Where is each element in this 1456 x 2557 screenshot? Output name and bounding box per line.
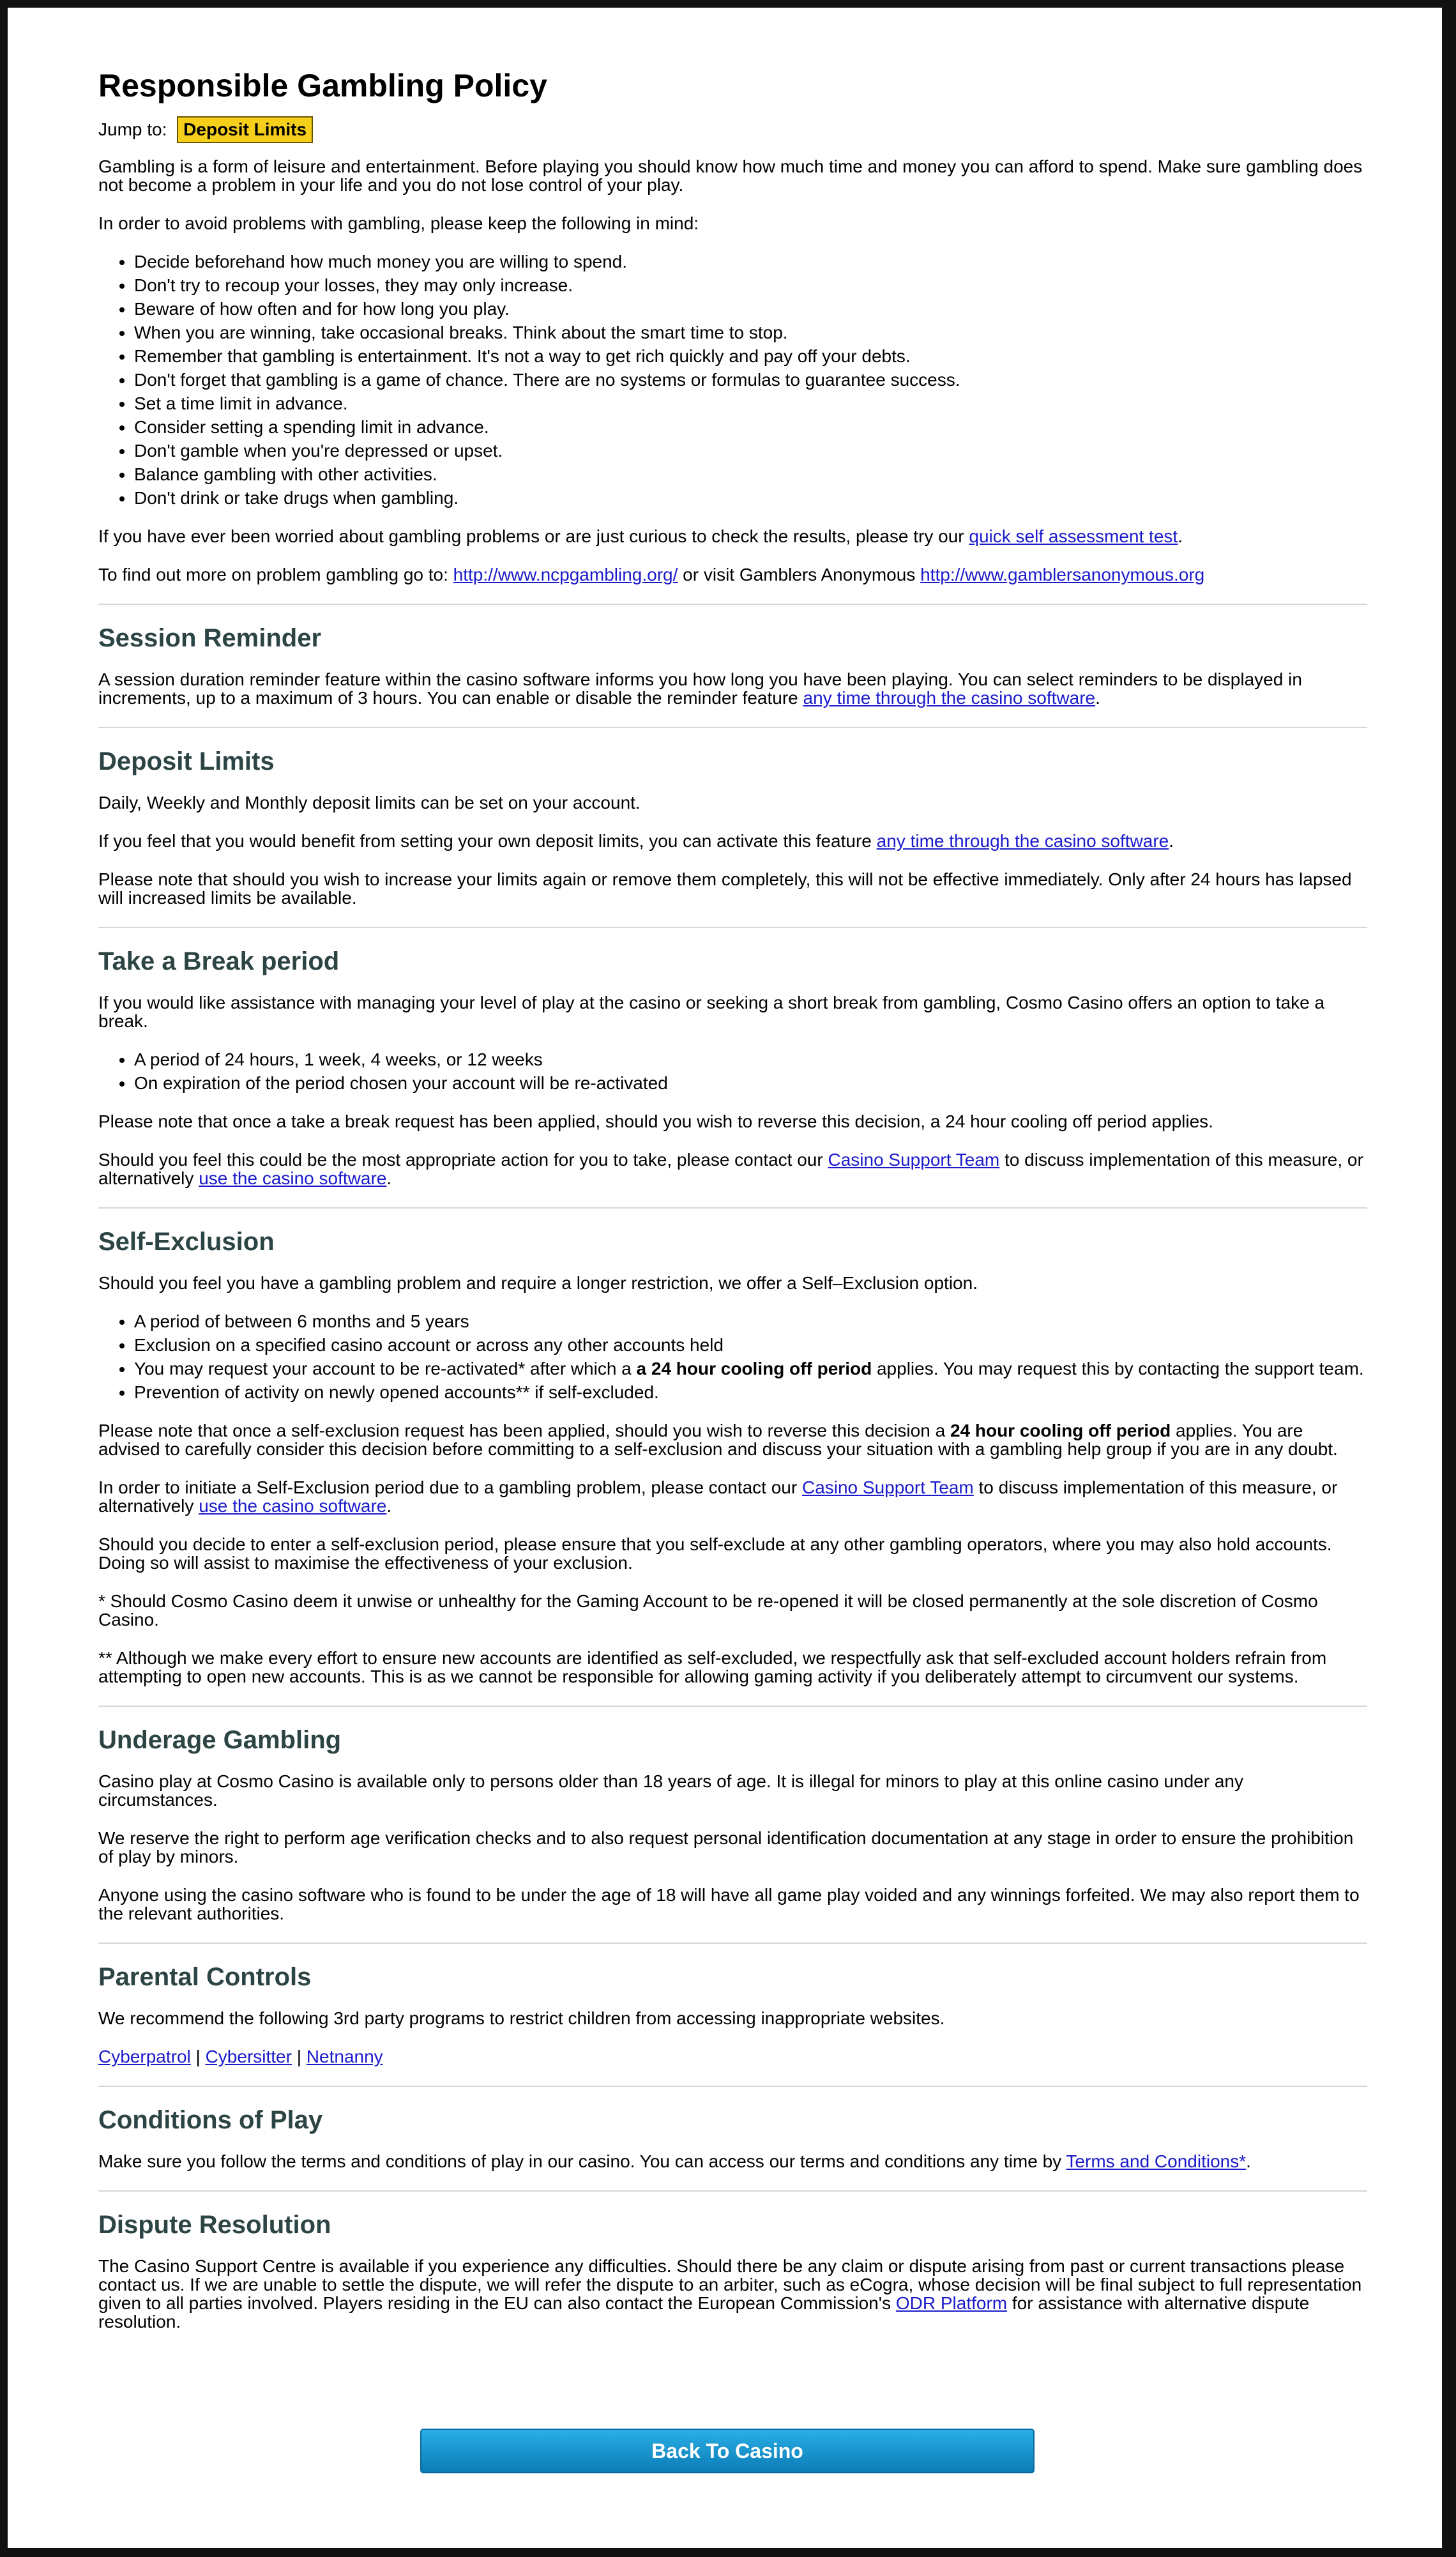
conditions-paragraph: Make sure you follow the terms and conditions of play in our casino. You can access our terms and conditions any time by Terms and Conditions*.: [98, 2151, 1251, 2171]
deposit-software-link[interactable]: any time through the casino software: [876, 831, 1169, 851]
session-software-link[interactable]: any time through the casino software: [803, 688, 1096, 708]
jump-to-label: Jump to:: [98, 119, 167, 139]
back-button-container: [420, 2429, 1035, 2473]
underage-paragraph-2: We reserve the right to perform age verification checks and to also request personal identification documentation at any stage in order to ensure the prohibition of play by minors.: [98, 1828, 1354, 1866]
page-title: Responsible Gambling Policy: [98, 68, 547, 103]
intro-lead: In order to avoid problems with gambling, please keep the following in mind:: [98, 213, 699, 233]
list-item: • A period of 24 hours, 1 week, 4 weeks, or 12 weeks: [134, 1050, 1367, 1069]
take-a-break-heading: Take a Break period: [98, 947, 340, 975]
break-paragraph-1: If you would like assistance with managing your level of play at the casino or seeking a short break from gambling, Cosmo Casino offers an option to take a break.: [98, 993, 1325, 1031]
section-divider: [98, 927, 1367, 928]
break-support-team-link[interactable]: Casino Support Team: [828, 1150, 1000, 1170]
section-divider: [98, 727, 1367, 728]
parental-paragraph: We recommend the following 3rd party programs to restrict children from accessing inappropriate websites.: [98, 2008, 945, 2028]
list-item: • Exclusion on a specified casino account or across any other accounts held: [134, 1336, 1367, 1354]
section-divider: [98, 2190, 1367, 2192]
self-assessment-link[interactable]: quick self assessment test: [969, 526, 1178, 546]
session-reminder-heading: Session Reminder: [98, 624, 322, 652]
exclusion-support-team-link[interactable]: Casino Support Team: [801, 1477, 974, 1497]
section-divider: [98, 2086, 1367, 2087]
break-paragraph-3: Should you feel this could be the most appropriate action for you to take, please contact our Casino Support Team to discuss implementation of this measure, or alternatively use the casino software.: [98, 1150, 1363, 1188]
deposit-limits-heading: Deposit Limits: [98, 747, 275, 775]
odr-platform-link[interactable]: ODR Platform: [895, 2293, 1008, 2313]
list-item: • Consider setting a spending limit in advance.: [134, 418, 1367, 436]
break-list: [98, 1050, 1367, 1092]
cyberpatrol-link[interactable]: Cyberpatrol: [98, 2047, 191, 2066]
list-item: • On expiration of the period chosen your account will be re-activated: [134, 1074, 1367, 1092]
list-item: • Don't drink or take drugs when gambling.: [134, 489, 1367, 507]
list-item: • Don't gamble when you're depressed or upset.: [134, 441, 1367, 460]
exclusion-paragraph-1: Should you feel you have a gambling problem and require a longer restriction, we offer a Self–Exclusion option.: [98, 1273, 978, 1293]
break-paragraph-2: Please note that once a take a break request has been applied, should you wish to reverse this decision, a 24 hour cooling off period applies.: [98, 1111, 1213, 1131]
underage-gambling-heading: Underage Gambling: [98, 1726, 342, 1754]
deposit-paragraph-2: If you feel that you would benefit from setting your own deposit limits, you can activate this feature any time through the casino software.: [98, 831, 1174, 851]
exclusion-paragraph-3: In order to initiate a Self-Exclusion period due to a gambling problem, please contact our Casino Support Team to discuss implementation of this measure, or alternatively use the casino software.: [98, 1477, 1338, 1516]
section-divider: [98, 1943, 1367, 1944]
netnanny-link[interactable]: Netnanny: [306, 2047, 383, 2066]
exclusion-paragraph-4: Should you decide to enter a self-exclusion period, please ensure that you self-exclude at any other gambling operators, where you may also hold accounts. Doing so will assist to maximise the effectiveness of your exclusion.: [98, 1534, 1332, 1573]
cybersitter-link[interactable]: Cybersitter: [205, 2047, 292, 2066]
list-item: • Decide beforehand how much money you are willing to spend.: [134, 252, 1367, 271]
exclusion-list: [98, 1312, 1367, 1401]
tips-list: [98, 252, 1367, 507]
deposit-paragraph-1: Daily, Weekly and Monthly deposit limits can be set on your account.: [98, 793, 641, 813]
list-item: • Don't forget that gambling is a game of chance. There are no systems or formulas to guarantee success.: [134, 370, 1367, 389]
ncpgambling-link[interactable]: http://www.ncpgambling.org/: [453, 565, 678, 584]
parental-links: Cyberpatrol | Cybersitter | Netnanny: [98, 2047, 383, 2066]
list-item: • Remember that gambling is entertainment. It's not a way to get rich quickly and pay off your debts.: [134, 347, 1367, 365]
section-divider: [98, 1706, 1367, 1707]
list-item: • Don't try to recoup your losses, they may only increase.: [134, 276, 1367, 294]
exclusion-footnote-1: * Should Cosmo Casino deem it unwise or unhealthy for the Gaming Account to be re-opened it will be closed permanently at the sole discretion of Cosmo Casino.: [98, 1591, 1318, 1630]
self-exclusion-heading: Self-Exclusion: [98, 1228, 275, 1256]
list-item: • When you are winning, take occasional breaks. Think about the smart time to stop.: [134, 323, 1367, 342]
gamblers-anonymous-link[interactable]: http://www.gamblersanonymous.org: [920, 565, 1205, 584]
jump-to-bar: [98, 116, 1367, 143]
list-item: • Balance gambling with other activities.: [134, 465, 1367, 484]
list-item: • Beware of how often and for how long you play.: [134, 300, 1367, 318]
list-item: • You may request your account to be re-activated* after which a a 24 hour cooling off period applies. You may request this by contacting the support team.: [134, 1359, 1367, 1378]
dispute-paragraph: The Casino Support Centre is available if you experience any difficulties. Should there be any claim or dispute arising from past or current transactions please contact us. If we are unable to settle the dispute, we will refer the dispute to an arbiter, such as eCogra, whose decision will be final subject to full representation given to all parties involved. Players residing in the EU can also contact the European Commission's ODR Platform for assistance with alternative dispute resolution.: [98, 2256, 1362, 2332]
deposit-paragraph-3: Please note that should you wish to increase your limits again or remove them completely, this will not be effective immediately. Only after 24 hours has lapsed will increased limits be available.: [98, 869, 1352, 908]
exclusion-footnote-2: ** Although we make every effort to ensure new accounts are identified as self-excluded, we respectfully ask that self-excluded account holders refrain from attempting to open new accounts. This is as we cannot be responsible for allowing gaming activity if you deliberately attempt to circumvent our systems.: [98, 1648, 1327, 1686]
exclusion-paragraph-2: Please note that once a self-exclusion request has been applied, should you wish to reverse this decision a 24 hour cooling off period applies. You are advised to carefully consider this decision before committing to a self-exclusion and discuss your situation with a gambling help group if you are in any doubt.: [98, 1421, 1338, 1459]
self-assessment-paragraph: If you have ever been worried about gambling problems or are just curious to check the results, please try our quick self assessment test.: [98, 526, 1183, 546]
section-divider: [98, 604, 1367, 605]
conditions-of-play-heading: Conditions of Play: [98, 2106, 323, 2134]
list-item: • Prevention of activity on newly opened accounts** if self-excluded.: [134, 1383, 1367, 1401]
section-divider: [98, 1207, 1367, 1209]
parental-controls-heading: Parental Controls: [98, 1963, 312, 1991]
break-casino-software-link[interactable]: use the casino software: [199, 1168, 387, 1188]
page-container: [8, 8, 1442, 2548]
intro-paragraph: Gambling is a form of leisure and entertainment. Before playing you should know how much time and money you can afford to spend. Make sure gambling does not become a problem in your life and you do not lose control of your play.: [98, 156, 1363, 195]
terms-and-conditions-link[interactable]: Terms and Conditions*: [1066, 2151, 1247, 2171]
jump-deposit-limits-button[interactable]: Deposit Limits: [177, 116, 313, 143]
exclusion-casino-software-link[interactable]: use the casino software: [199, 1496, 387, 1516]
list-item: • Set a time limit in advance.: [134, 394, 1367, 413]
session-reminder-paragraph: A session duration reminder feature within the casino software informs you how long you have been playing. You can select reminders to be displayed in increments, up to a maximum of 3 hours. You can enable or disable the reminder feature any time through the casino software.: [98, 669, 1302, 708]
underage-paragraph-1: Casino play at Cosmo Casino is available only to persons older than 18 years of age. It is illegal for minors to play at this online casino under any circumstances.: [98, 1771, 1243, 1810]
policy-content: [98, 45, 1367, 2351]
dispute-resolution-heading: Dispute Resolution: [98, 2211, 331, 2239]
underage-paragraph-3: Anyone using the casino software who is found to be under the age of 18 will have all game play voided and any winnings forfeited. We may also report them to the relevant authorities.: [98, 1885, 1360, 1923]
more-info-paragraph: To find out more on problem gambling go to: http://www.ncpgambling.org/ or visit Gamblers Anonymous http://www.gamblersanonymous.org: [98, 565, 1205, 584]
list-item: • A period of between 6 months and 5 years: [134, 1312, 1367, 1331]
back-to-casino-button[interactable]: Back To Casino: [420, 2429, 1035, 2473]
